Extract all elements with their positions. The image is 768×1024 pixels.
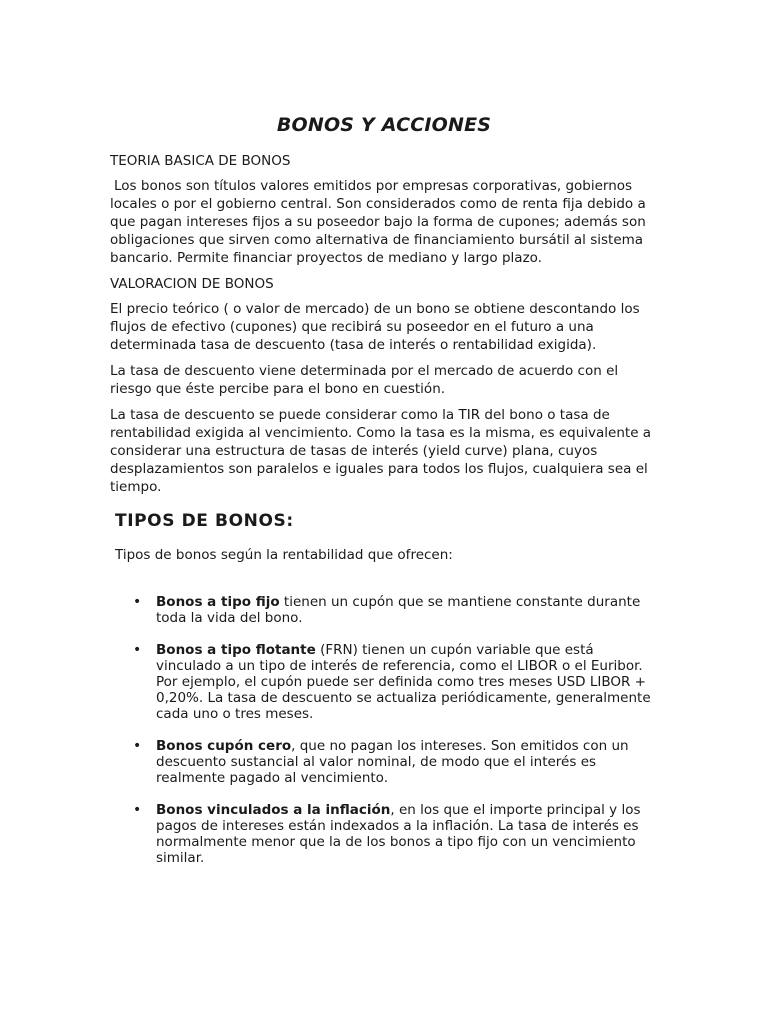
list-item-text: tienen un cupón que se mantiene constante durante toda la vida del bono. <box>156 594 641 626</box>
bullet-icon: • <box>133 802 142 818</box>
list-item-cupon-cero <box>110 738 656 786</box>
paragraph-teoria: Los bonos son títulos valores emitidos por empresas corporativas, gobiernos locales o por el gobierno central. Son considerados como de renta fija debido a que pagan intereses fijos a su poseedor bajo la forma de cupones; además son obligaciones que sirven como alternativa de financiamiento bursátil al sistema bancario. Permite financiar proyectos de mediano y largo plazo. <box>110 178 646 266</box>
document-page <box>110 112 658 882</box>
list-item-tipo-fijo <box>110 594 656 626</box>
list-item-tipo-flotante <box>110 642 656 722</box>
paragraph-tipos-intro: Tipos de bonos según la rentabilidad que ofrecen: <box>115 547 453 563</box>
list-item-lead: Bonos a tipo fijo <box>156 594 280 610</box>
list-item-lead: Bonos a tipo flotante <box>156 642 316 658</box>
paragraph-valoracion-3: La tasa de descuento se puede considerar como la TIR del bono o tasa de rentabilidad exigida al vencimiento. Como la tasa es la misma, es equivalente a considerar una estructura de tasas de interés (yield curve) plana, cuyos desplazamientos son paralelos e iguales para todos los flujos, cualquiera sea el tiempo. <box>110 407 652 495</box>
list-item-inflacion <box>110 802 656 866</box>
bullet-icon: • <box>133 642 142 658</box>
list-item-text: , que no pagan los intereses. Son emitidos con un descuento sustancial al valor nominal, de modo que el interés es realmente pagado al vencimiento. <box>156 738 629 786</box>
paragraph-valoracion-1: El precio teórico ( o valor de mercado) de un bono se obtiene descontando los flujos de efectivo (cupones) que recibirá su poseedor en el futuro a una determinada tasa de descuento (tasa de interés o rentabilidad exigida). <box>110 301 640 353</box>
document-title: BONOS Y ACCIONES <box>276 114 492 136</box>
bond-types-list <box>110 594 658 866</box>
list-item-text: , en los que el importe principal y los pagos de intereses están indexados a la inflación. La tasa de interés es normalmente menor que la de los bonos a tipo fijo con un vencimiento similar. <box>156 802 641 866</box>
paragraph-valoracion-2: La tasa de descuento viene determinada por el mercado de acuerdo con el riesgo que éste percibe para el bono en cuestión. <box>110 363 619 397</box>
bullet-icon: • <box>133 738 142 754</box>
list-item-lead: Bonos vinculados a la inflación <box>156 802 391 818</box>
list-item-text: (FRN) tienen un cupón variable que está vinculado a un tipo de interés de referencia, como el LIBOR o el Euribor. Por ejemplo, el cupón puede ser definida como tres meses USD LIBOR + 0,20%. La tasa de descuento se actualiza periódicamente, generalmente cada uno o tres meses. <box>156 642 651 722</box>
section-heading-valoracion: VALORACION DE BONOS <box>110 276 274 292</box>
bullet-icon: • <box>133 594 142 610</box>
section-heading-tipos: TIPOS DE BONOS: <box>115 511 294 531</box>
list-item-lead: Bonos cupón cero <box>156 738 292 754</box>
section-heading-teoria: TEORIA BASICA DE BONOS <box>110 153 291 169</box>
